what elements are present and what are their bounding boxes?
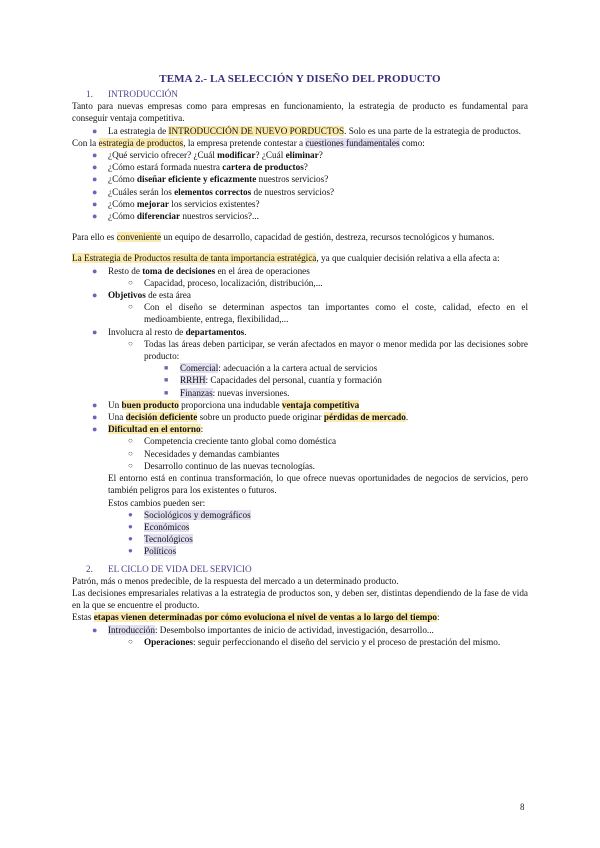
sub-list-item: ● Tecnológicos [128, 534, 193, 545]
list-item: ● ¿Cuáles serán los elementos correctos de nuestros servicios? [92, 186, 335, 197]
bullet-icon: ● [92, 125, 98, 136]
sub-list-item: ○ Con el diseño se determinan aspectos tan importantes como el coste, calidad, efecto en el medioambiente, entrega, flexibilidad,... [128, 302, 528, 325]
bullet-icon: ● [92, 399, 98, 410]
sub-list-item: ● Políticos [128, 546, 177, 557]
bullet-icon: ● [92, 624, 98, 635]
bullet-icon: ● [92, 424, 98, 435]
bullet-icon: ● [92, 174, 98, 185]
paragraph: Con la estrategia de productos, la empresa pretende contestar a cuestiones fundamentales como: [72, 137, 425, 148]
list-item: ● Resto de toma de decisiones en el área de operaciones [92, 265, 310, 276]
bullet-icon: ● [92, 198, 98, 209]
list-item: ● ¿Qué servicio ofrecer? ¿Cuál modificar? ¿Cuál eliminar? [92, 150, 323, 161]
sub-list-item: ○ Capacidad, proceso, localización, distribución,... [128, 277, 323, 288]
paragraph: Estos cambios pueden ser: [108, 497, 206, 508]
bullet-icon: ● [92, 290, 98, 301]
list-item: ● Objetivos de esta área [92, 290, 191, 301]
sub-list-item: ○ Todas las áreas deben participar, se verán afectados en mayor o menor medida por las decisiones sobre producto: [128, 338, 528, 362]
list-item: ● Una decisión deficiente sobre un producto puede originar pérdidas de mercado. [92, 412, 409, 423]
bullet-icon: ● [92, 211, 98, 222]
square-bullet-icon: ■ [164, 376, 169, 385]
page-content [72, 88, 528, 648]
list-item: ● ¿Cómo mejorar los servicios existentes? [92, 198, 260, 209]
circle-bullet-icon: ○ [128, 302, 133, 312]
list-item: ● Introducción: Desembolso importantes de inicio de actividad, investigación, desarrollo... [92, 624, 434, 635]
sub-sub-list-item: ■ Comercial: adecuación a la cartera actual de servicios [164, 363, 378, 374]
paragraph: Las decisiones empresariales relativas a la estrategia de productos son, y deben ser, distintas dependiendo de la fase de vida en la que se encuentre el producto. [72, 587, 528, 611]
list-item: ● ¿Cómo diferenciar nuestros servicios?... [92, 211, 259, 222]
bullet-icon: ● [92, 186, 98, 197]
bullet-icon: ● [92, 150, 98, 161]
list-item: ● Dificultad en el entorno: [92, 424, 204, 435]
section-1-heading: 1. INTRODUCCIÓN [86, 89, 178, 99]
paragraph: Estas etapas vienen determinadas por cómo evoluciona el nivel de ventas a lo largo del tiempo: [72, 612, 440, 623]
bullet-icon: ● [92, 326, 98, 337]
list-item: ● ¿Cómo estará formada nuestra cartera de productos? [92, 162, 308, 173]
bullet-icon: ● [128, 521, 133, 531]
paragraph: El entorno está en continua transformación, lo que ofrece nuevas oportunidades de negocios de servicios, pero también peligros para los existentes o futuros. [108, 473, 528, 496]
list-item: ● ¿Cómo diseñar eficiente y eficazmente nuestros servicios? [92, 174, 329, 185]
section-2-heading: 2. EL CICLO DE VIDA DEL SERVICIO [86, 563, 252, 574]
list-item: ● Un buen producto proporciona una indudable ventaja competitiva [92, 399, 360, 410]
page-title: TEMA 2.- LA SELECCIÓN Y DISEÑO DEL PRODUCTO [159, 73, 441, 85]
paragraph: Para ello es conveniente un equipo de desarrollo, capacidad de gestión, destreza, recursos tecnológicos y humanos. [72, 232, 495, 243]
circle-bullet-icon: ○ [128, 338, 133, 348]
sub-list-item: ● Económicos [128, 521, 190, 532]
sub-sub-list-item: ■ Finanzas: nuevas inversiones. [164, 387, 290, 398]
circle-bullet-icon: ○ [128, 460, 133, 470]
square-bullet-icon: ■ [164, 364, 169, 373]
circle-bullet-icon: ○ [128, 448, 133, 458]
sub-list-item: ○ Operaciones: seguir perfeccionando el diseño del servicio y el proceso de prestación del mismo. [128, 636, 501, 647]
bullet-icon: ● [92, 162, 98, 173]
sub-list-item: ○ Necesidades y demandas cambiantes [128, 448, 280, 459]
paragraph: La Estrategia de Productos resulta de tanta importancia estratégica, ya que cualquier decisión relativa a ella afecta a: [72, 253, 500, 264]
square-bullet-icon: ■ [164, 388, 169, 397]
paragraph: Tanto para nuevas empresas como para empresas en funcionamiento, la estrategia de producto es fundamental para conseguir ventaja competitiva. [72, 101, 528, 124]
page-number: 8 [520, 802, 525, 812]
sub-list-item: ○ Competencia creciente tanto global como doméstica [128, 436, 337, 447]
sub-sub-list-item: ■ RRHH: Capacidades del personal, cuantía y formación [164, 375, 382, 386]
list-item: ● La estrategia de INTRODUCCIÓN DE NUEVO PORDUCTOS. Solo es una parte de la estrategia de productos. [92, 125, 521, 136]
sub-list-item: ○ Desarrollo continuo de las nuevas tecnologías. [128, 460, 315, 471]
bullet-icon: ● [92, 412, 98, 423]
bullet-icon: ● [128, 546, 133, 556]
bullet-icon: ● [92, 265, 98, 276]
circle-bullet-icon: ○ [128, 277, 133, 287]
list-item: ● Involucra al resto de departamentos. [92, 326, 247, 337]
circle-bullet-icon: ○ [128, 636, 133, 646]
circle-bullet-icon: ○ [128, 436, 133, 446]
paragraph: Patrón, más o menos predecible, de la respuesta del mercado a un determinado producto. [72, 575, 399, 586]
sub-list-item: ● Sociológicos y demográficos [128, 509, 251, 520]
bullet-icon: ● [128, 509, 133, 519]
bullet-icon: ● [128, 534, 133, 544]
